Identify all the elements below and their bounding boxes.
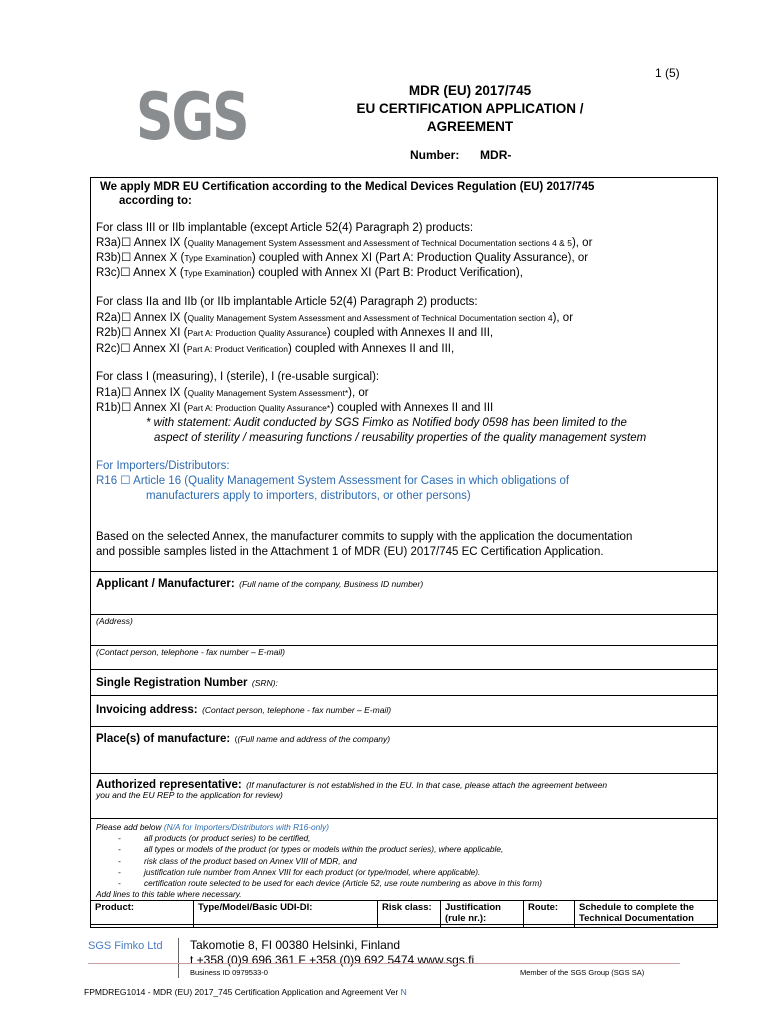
divider [90,571,718,572]
authorized-rep-field[interactable]: Authorized representative: (If manufacturer is not established in the EU. In that case, please attach the agreement between [96,779,608,791]
page-number: 1 (5) [655,66,680,80]
address-field[interactable]: (Address) [96,616,133,626]
col-schedule: Schedule to complete the Technical Documentation [575,901,718,928]
sgs-logo: SGS [136,80,248,155]
list-item: - all types or models of the product (or types or models within the product series), where applicable, [118,844,504,855]
option-r1a[interactable]: R1a)☐ Annex IX (Quality Management System Assessment*), or [96,387,369,399]
invoicing-field[interactable]: Invoicing address: (Contact person, telephone - fax number – E-mail) [96,704,392,716]
option-r16-cont: manufacturers apply to importers, distributors, or other persons) [146,490,471,502]
intro-line-2: according to: [119,195,192,207]
title-line-1: MDR (EU) 2017/745 [408,83,532,98]
col-route: Route: [524,901,575,928]
title-line-3: AGREEMENT [426,119,514,134]
product-table [90,900,718,928]
form-identifier: FPMDREG1014 - MDR (EU) 2017_745 Certification Application and Agreement Ver N [84,987,407,997]
class1-heading: For class I (measuring), I (sterile), I (re-usable surgical): [96,371,380,383]
list-item: - certification route selected to be used for each device (Article 52, use route numbering as above in this form) [118,878,542,889]
number-value[interactable]: MDR- [480,148,512,162]
list-item: - risk class of the product based on Annex VIII of MDR, and [118,855,357,866]
sterility-note-1: * with statement: Audit conducted by SGS Fimko as Notified body 0598 has been limited to the [146,417,627,429]
option-r16[interactable]: R16 ☐ Article 16 (Quality Management System Assessment for Cases in which obligations of [96,475,570,487]
divider [90,726,718,727]
checkbox-r2a[interactable]: ☐ [120,312,132,324]
srn-field[interactable]: Single Registration Number (SRN): [96,677,278,689]
document-title [300,82,640,136]
application-number [410,148,511,162]
divider [90,645,718,646]
option-r2c[interactable]: R2c)☐ Annex XI (Part A: Product Verification) coupled with Annexes II and III, [96,343,455,355]
title-line-2: EU CERTIFICATION APPLICATION / [356,101,584,116]
checkbox-r2b[interactable]: ☐ [120,327,132,339]
table-header-row [91,901,718,928]
col-risk-class: Risk class: [378,901,441,928]
option-r3b[interactable]: R3b)☐ Annex X (Type Examination) coupled with Annex XI (Part A: Production Quality Assurance), or [96,252,589,264]
option-r3c[interactable]: R3c)☐ Annex X (Type Examination) coupled with Annex XI (Part B: Product Verification), [96,267,523,279]
col-type-model: Type/Model/Basic UDI-DI: [194,901,378,928]
number-label: Number: [410,148,460,162]
add-lines-note: Add lines to this table where necessary. [96,889,242,900]
company-address: Takomotie 8, FI 00380 Helsinki, Finland t +358 (0)9 696 361 F +358 (0)9 692 5474 www.sgs.fi [190,938,475,967]
divider [90,818,718,819]
checkbox-r3b[interactable]: ☐ [120,252,132,264]
checkbox-r3a[interactable]: ☐ [120,237,132,249]
commitment-line-1: Based on the selected Annex, the manufacturer commits to supply with the application the documentation [96,531,633,543]
footer-divider [178,938,179,978]
divider [90,669,718,670]
sgs-group-member: Member of the SGS Group (SGS SA) [520,968,645,977]
list-item: - all products (or product series) to be certified, [118,833,311,844]
place-of-manufacture-field[interactable]: Place(s) of manufacture: ((Full name and address of the company) [96,733,391,745]
list-item: - justification rule number from Annex VIII for each product (or type/model, where applicable). [118,866,481,877]
col-product: Product: [91,901,194,928]
applicant-field[interactable]: Applicant / Manufacturer: (Full name of the company, Business ID number) [96,578,424,590]
col-justification: Justification (rule nr.): [441,901,524,928]
checkbox-r1a[interactable]: ☐ [120,387,132,399]
company-name: SGS Fimko Ltd [88,940,163,952]
class3-heading: For class III or IIb implantable (except Article 52(4) Paragraph 2) products: [96,222,474,234]
option-r1b[interactable]: R1b)☐ Annex XI (Part A: Production Quality Assurance*) coupled with Annexes II and III [96,402,494,414]
commitment-line-2: and possible samples listed in the Attachment 1 of MDR (EU) 2017/745 EC Certification Application. [96,546,604,558]
checkbox-r1b[interactable]: ☐ [120,402,132,414]
intro-line-1: We apply MDR EU Certification according to the Medical Devices Regulation (EU) 2017/745 [100,181,595,193]
product-instructions: Please add below (N/A for Importers/Distributors with R16-only) - all products (or product series) to be certified, - all types or models of the product (or types or models within the product series), where applicable, - risk class of the product based on Annex VIII of MDR, and - justification rule number from Annex VIII for each product (or type/model, where applicable). - certification route selected to be used for each device (Article 52, use route numbering as above in this form) Add lines to this table where necessary. [96,822,542,900]
divider [90,695,718,696]
importers-heading: For Importers/Distributors: [96,460,230,472]
checkbox-r2c[interactable]: ☐ [120,343,131,355]
business-id: Business ID 0979533-0 [190,968,268,977]
footer-rule [88,963,680,964]
divider [90,614,718,615]
checkbox-r3c[interactable]: ☐ [120,267,131,279]
option-r2b[interactable]: R2b)☐ Annex XI (Part A: Production Quality Assurance) coupled with Annexes II and III, [96,327,494,339]
class2-heading: For class IIa and IIb (or IIb implantable Article 52(4) Paragraph 2) products: [96,296,478,308]
divider [90,773,718,774]
option-r2a[interactable]: R2a)☐ Annex IX (Quality Management System Assessment and Assessment of Technical Documentation section 4), or [96,312,574,324]
contact-field[interactable]: (Contact person, telephone - fax number – E-mail) [96,647,285,657]
sterility-note-2: aspect of sterility / measuring functions / reusability properties of the quality management system [154,432,647,444]
option-r3a[interactable]: R3a)☐ Annex IX (Quality Management System Assessment and Assessment of Technical Documentation sections 4 & 5), or [96,237,593,249]
authorized-rep-hint-2: you and the EU REP to the application for review) [96,790,283,800]
